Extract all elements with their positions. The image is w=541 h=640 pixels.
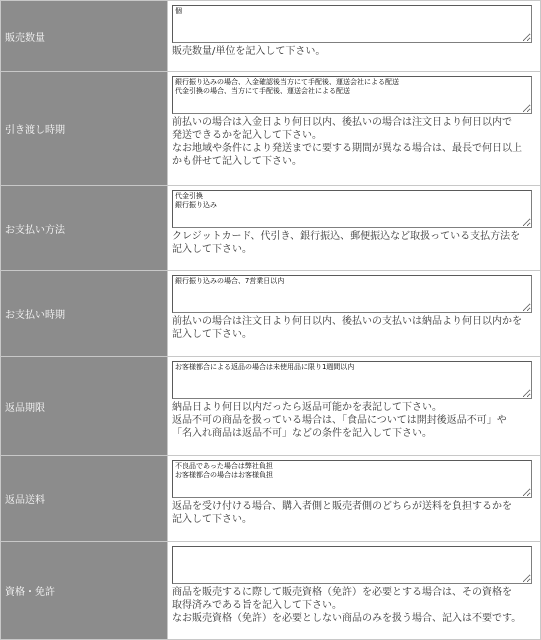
help-return-deadline: 納品日より何日以内だったら返品可能かを表記して下さい。 返品不可の商品を扱っている場合は、「食品については開封後返品不可」や 「名入れ商品は返品不可」などの条件を記入して下さい。 xyxy=(172,402,507,439)
field-return-shipping xyxy=(168,456,540,541)
field-delivery-time xyxy=(168,72,540,185)
return-deadline-textarea[interactable] xyxy=(172,361,532,399)
help-quantity: 販売数量/単位を記入して下さい。 xyxy=(172,46,326,57)
label-payment-time: お支払い時期 xyxy=(1,271,168,356)
quantity-textarea[interactable] xyxy=(172,5,532,43)
field-license xyxy=(168,542,540,639)
help-payment-time: 前払いの場合は注文日より何日以内、後払いの支払いは納品より何日以内かを 記入して下さい。 xyxy=(172,316,522,340)
payment-time-textarea[interactable] xyxy=(172,275,532,313)
field-quantity xyxy=(168,1,540,71)
help-delivery-time: 前払いの場合は入金日より何日以内、後払いの場合は注文日より何日以内で 発送できるかを記入して下さい。 なお地域や条件により発送までに要する期間が異なる場合は、最長で何日以上 かも併せて記入して下さい。 xyxy=(172,117,522,167)
field-return-deadline xyxy=(168,357,540,455)
label-quantity: 販売数量 xyxy=(1,1,168,71)
row-return-shipping xyxy=(1,455,540,541)
label-delivery-time: 引き渡し時期 xyxy=(1,72,168,185)
row-delivery-time xyxy=(1,71,540,185)
label-return-deadline: 返品期限 xyxy=(1,357,168,455)
label-return-shipping: 返品送料 xyxy=(1,456,168,541)
row-license xyxy=(1,541,540,639)
help-payment-method: クレジットカード、代引き、銀行振込、郵便振込など取扱っている支払方法を 記入して下さい。 xyxy=(172,231,521,255)
row-payment-time xyxy=(1,270,540,356)
row-quantity xyxy=(1,0,540,71)
label-payment-method: お支払い方法 xyxy=(1,186,168,270)
label-license: 資格・免許 xyxy=(1,542,168,639)
help-license: 商品を販売するに際して販売資格（免許）を必要とする場合は、その資格を 取得済みである旨を記入して下さい。 なお販売資格（免許）を必要としない商品のみを扱う場合、記入は不要です。 xyxy=(172,587,522,624)
field-payment-method xyxy=(168,186,540,270)
license-textarea[interactable] xyxy=(172,546,532,584)
return-shipping-textarea[interactable] xyxy=(172,460,532,498)
field-payment-time xyxy=(168,271,540,356)
delivery-time-textarea[interactable] xyxy=(172,76,532,114)
help-return-shipping: 返品を受け付ける場合、購入者側と販売者側のどちらが送料を負担するかを 記入して下さい。 xyxy=(172,501,512,525)
payment-method-textarea[interactable] xyxy=(172,190,532,228)
row-payment-method xyxy=(1,185,540,270)
row-return-deadline xyxy=(1,356,540,455)
